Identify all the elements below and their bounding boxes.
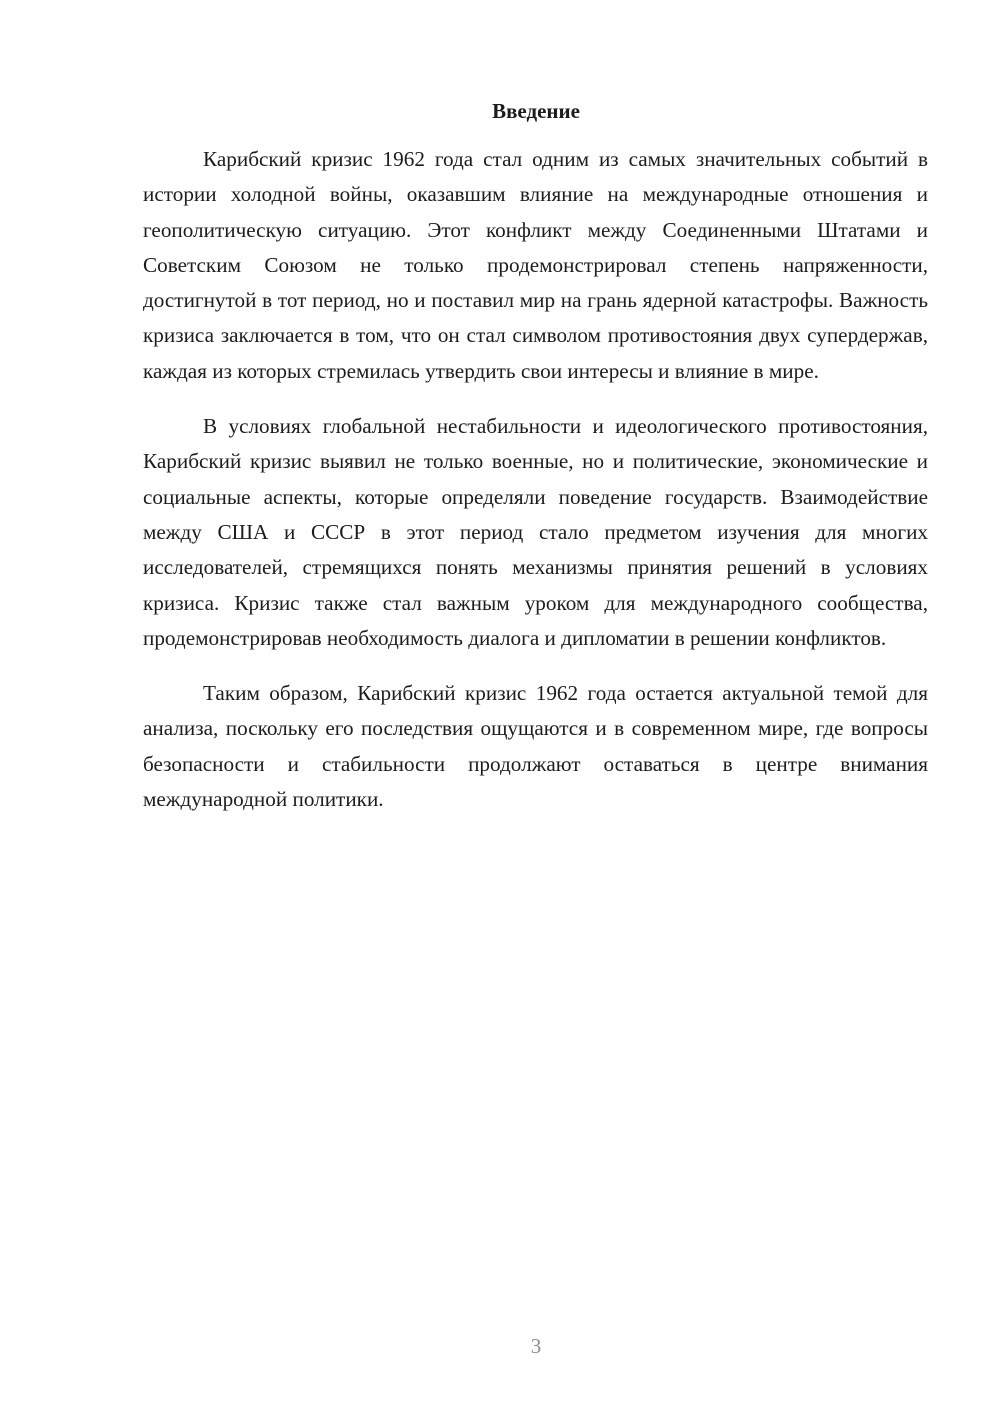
paragraph-2: В условиях глобальной нестабильности и идеологического противостояния, Карибский кризис выявил не только военные, но и политические, экономические и социальные аспекты, которые определяли поведение государств. Взаимодействие между США и СССР в этот период стало предметом изучения для многих исследователей, стремящихся понять механизмы принятия решений в условиях кризиса. Кризис также стал важным уроком для международного сообщества, продемонстрировав необходимость диалога и дипломатии в решении конфликтов. [143, 414, 928, 650]
document-body [143, 142, 928, 837]
paragraph-3: Таким образом, Карибский кризис 1962 года остается актуальной темой для анализа, поскольку его последствия ощущаются и в современном мире, где вопросы безопасности и стабильности продолжают оставаться в центре внимания международной политики. [143, 681, 928, 812]
paragraph-1: Карибский кризис 1962 года стал одним из самых значительных событий в истории холодной войны, оказавшим влияние на международные отношения и геополитическую ситуацию. Этот конфликт между Соединенными Штатами и Советским Союзом не только продемонстрировал степень напряженности, достигнутой в тот период, но и поставил мир на грань ядерной катастрофы. Важность кризиса заключается в том, что он стал символом противостояния двух супердержав, каждая из которых стремилась утвердить свои интересы и влияние в мире. [143, 147, 928, 383]
page-number: 3 [530, 1334, 542, 1358]
page-title: Введение [492, 99, 580, 123]
